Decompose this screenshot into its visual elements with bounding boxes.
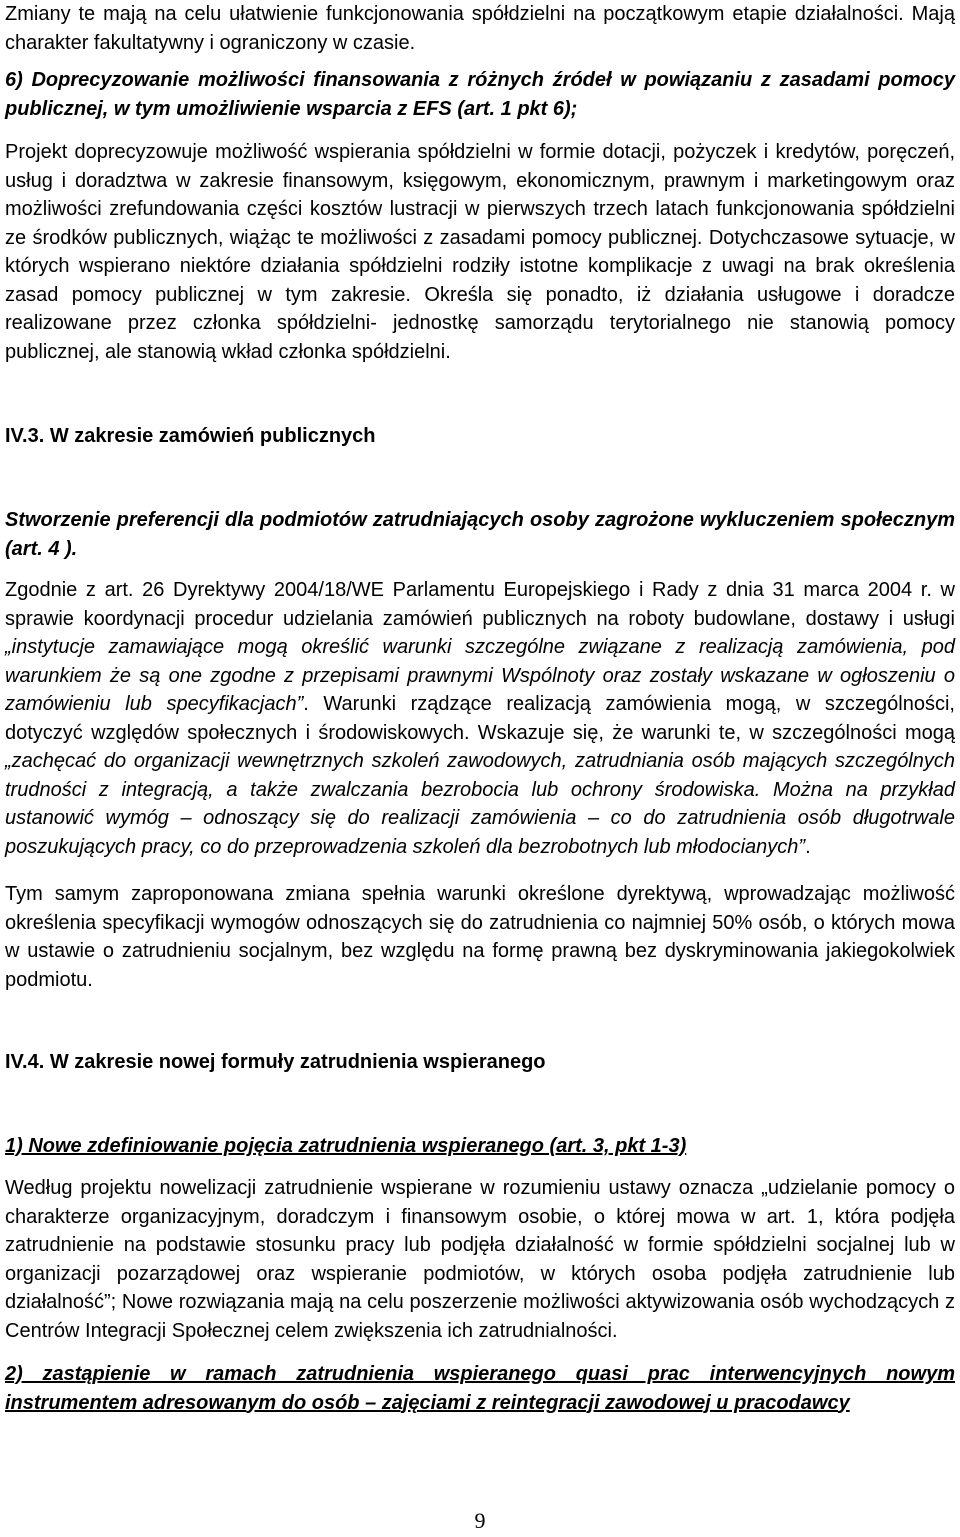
section-iv3-paragraph-2: Tym samym zaproponowana zmiana spełnia warunki określone dyrektywą, wprowadzając możliwość określenia specyfikacji wymogów odnoszących się do zatrudnienia co najmniej 50% osób, o których mowa w ustawie o zatrudnieniu socjalnym, bez względu na formę prawną bez dyskryminowania jakiegokolwiek podmiotu. [5, 883, 955, 991]
section-iv4-subheading-2 [5, 1360, 955, 1417]
page-number: 9 [474, 1508, 486, 1533]
directive-quote-2: „zachęcać do organizacji wewnętrznych szkoleń zawodowych, zatrudniania osób mających szczególnych trudności z integracją, a także zwalczania bezrobocia lub ochrony środowiska. Można na przykład ustanowić wymóg – odnoszący się do realizacji zamówienia – co do zatrudnienia osób długotrwale poszukujących pracy, co do przeprowadzenia szkoleń dla bezrobotnych lub młodocianych” [5, 750, 955, 858]
point-6-body: Projekt doprecyzowuje możliwość wspierania spółdzielni w formie dotacji, pożyczek i kredytów, poręczeń, usług i doradztwa w zakresie finansowym, księgowym, ekonomicznym, prawnym i marketingowym oraz możliwości zrefundowania części kosztów lustracji w pierwszych trzech latach funkcjonowania spółdzielni ze środków publicznych, wiążąc te możliwości z zasadami pomocy publicznej. Dotychczasowe sytuacje, w których wspierano niektóre działania spółdzielni rodziły istotne komplikacje z uwagi na brak określenia zasad pomocy publicznej w tym zakresie. Określa się ponadto, iż działania usługowe i doradcze realizowane przez członka spółdzielni- jednostkę samorządu terytorialnego nie stanowią pomocy publicznej, ale stanowią wkład członka spółdzielni. [5, 141, 955, 363]
section-iv3-heading: IV.3. W zakresie zamówień publicznych [5, 425, 376, 447]
subheading-2-text: 2) zastąpienie w ramach zatrudnienia wspieranego quasi prac interwencyjnych nowym instrumentem adresowanym do osób – zajęciami z reintegracji zawodowej u pracodawcy [5, 1363, 955, 1414]
intro-paragraph: Zmiany te mają na celu ułatwienie funkcjonowania spółdzielni na początkowym etapie działalności. Mają charakter fakultatywny i ograniczony w czasie. [5, 3, 955, 54]
point-6-heading: 6) Doprecyzowanie możliwości finansowania z różnych źródeł w powiązaniu z zasadami pomocy publicznej, w tym umożliwienie wsparcia z EFS (art. 1 pkt 6); [5, 69, 955, 120]
section-iv3-paragraph-1 [5, 576, 955, 861]
conditions-text: . Warunki rządzące realizacją zamówienia mogą, w szczególności, dotyczyć względów społecznych i środowiskowych. Wskazuje się, że warunki te, w szczególności mogą [5, 693, 955, 744]
section-iv4-paragraph-1: Według projektu nowelizacji zatrudnienie wspierane w rozumieniu ustawy oznacza „udzielanie pomocy o charakterze organizacyjnym, doradczym i finansowym osobie, o której mowa w art. 1, która podjęła zatrudnienie na podstawie stosunku pracy lub podjęła działalność w formie spółdzielni socjalnej lub w organizacji pozarządowej oraz wspieranie podmiotów, w których osoba podjęła zatrudnienie lub działalność”; Nowe rozwiązania mają na celu poszerzenie możliwości aktywizowania osób wychodzących z Centrów Integracji Społecznej celem zwiększenia ich zatrudnialności. [5, 1177, 955, 1342]
section-iv4-subheading-1: 1) Nowe zdefiniowanie pojęcia zatrudnienia wspieranego (art. 3, pkt 1-3) [5, 1135, 687, 1157]
directive-text: Zgodnie z art. 26 Dyrektywy 2004/18/WE Parlamentu Europejskiego i Rady z dnia 31 marca 2004 r. w sprawie koordynacji procedur udzielania zamówień publicznych na roboty budowlane, dostawy i usługi [5, 579, 955, 630]
section-iv4-heading: IV.4. W zakresie nowej formuły zatrudnienia wspieranego [5, 1051, 546, 1073]
section-iv3-subheading: Stworzenie preferencji dla podmiotów zatrudniających osoby zagrożone wykluczeniem społecznym (art. 4 ). [5, 509, 955, 560]
directive-quote-1: „instytucje zamawiające mogą określić warunki szczególne związane z realizacją zamówienia, pod warunkiem że są one zgodne z przepisami prawnymi Wspólnoty oraz zostały wskazane w ogłoszeniu o zamówieniu lub specyfikacjach” [5, 636, 955, 715]
paragraph-end: . [805, 835, 811, 858]
